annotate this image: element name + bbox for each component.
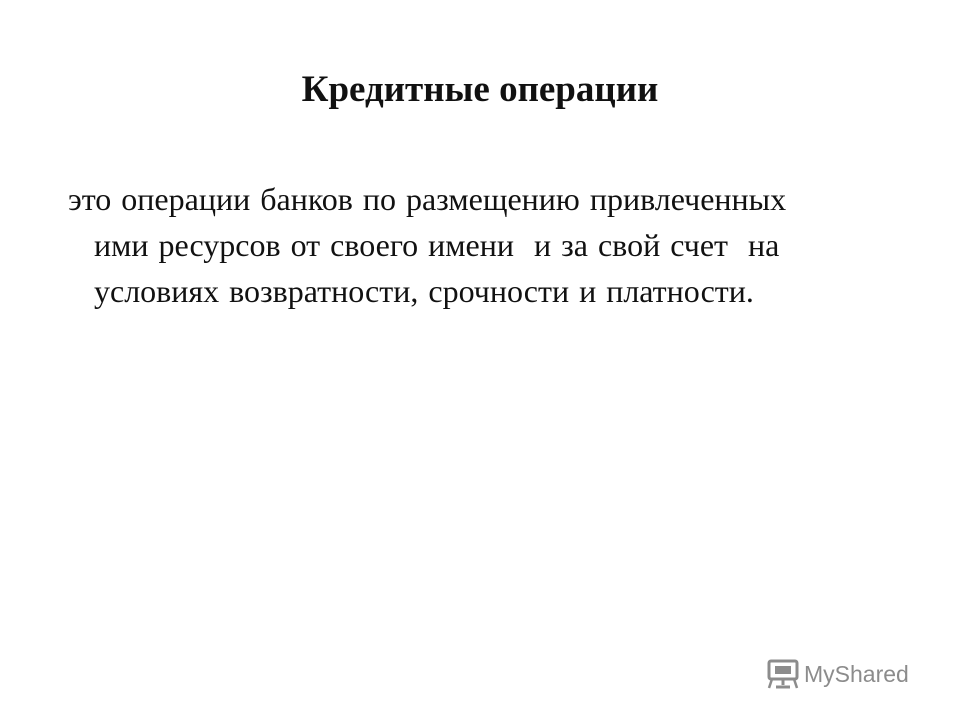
watermark-text: MyShared (804, 660, 909, 687)
body-line: ими ресурсов от своего имени и за свой счет на (94, 227, 780, 263)
slide-title: Кредитные операции (301, 69, 659, 110)
slide-body (0, 176, 960, 314)
body-line: условиях возвратности, срочности и платности. (94, 273, 754, 309)
presentation-board-icon (766, 658, 800, 690)
body-line: это операции банков по размещению привлеченных (68, 181, 787, 217)
myshared-watermark (766, 656, 926, 692)
